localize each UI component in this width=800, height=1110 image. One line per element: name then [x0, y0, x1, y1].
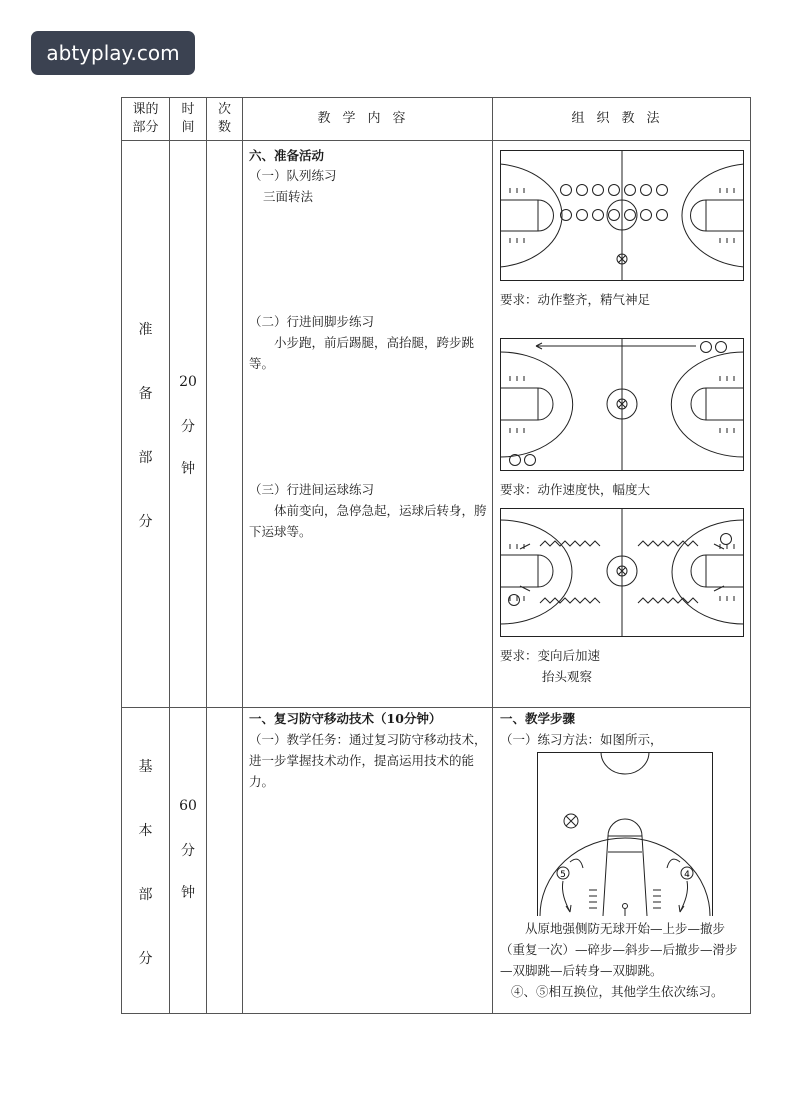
prep-content-cell — [243, 141, 493, 708]
header-part: 课的 部分 — [122, 98, 170, 141]
prep-requirement-2: 要求：动作速度快，幅度大 — [500, 482, 651, 497]
basic-row — [122, 708, 751, 1014]
basic-time-cell — [170, 708, 207, 1014]
prep-requirement-1: 要求：动作整齐，精气神足 — [500, 292, 651, 307]
header-method: 组织教法 — [493, 98, 751, 141]
basic-part-cell — [122, 708, 170, 1014]
court-diagram-dribble — [500, 508, 744, 637]
header-time: 时 间 — [170, 98, 207, 141]
prep-part-char: 备 — [138, 386, 153, 402]
marker-right-label: 4 — [684, 870, 690, 880]
header-row — [122, 98, 751, 141]
prep-title: 六、准备活动 — [249, 148, 325, 163]
basic-steps-title: 一、教学步骤 — [500, 711, 576, 726]
basic-method-body: 从原地强侧防无球开始—上步—撤步（重复一次）—碎步—斜步—后撤步—滑步—双脚跳—后转身—双脚跳。 — [500, 921, 738, 978]
basic-count-cell — [207, 708, 243, 1014]
marker-left-label: 5 — [560, 870, 566, 880]
prep-row — [122, 141, 751, 708]
prep-part-char: 部 — [138, 450, 153, 466]
half-court-diagram — [537, 752, 713, 916]
prep-s3-title: （三）行进间运球练习 — [249, 482, 375, 497]
prep-time-cell — [170, 141, 207, 708]
basic-task: （一）教学任务：通过复习防守移动技术，进一步掌握技术动作，提高运用技术的能力。 — [249, 732, 487, 789]
prep-count-cell — [207, 141, 243, 708]
prep-time-unit: 钟 — [181, 461, 195, 477]
basic-title: 一、复习防守移动技术（10分钟） — [249, 711, 442, 726]
basic-part-char: 分 — [138, 951, 153, 967]
prep-part-cell — [122, 141, 170, 708]
basic-method-cell — [493, 708, 751, 1014]
header-content: 教学内容 — [243, 98, 493, 141]
watermark-logo: abtyplay.com — [31, 31, 195, 75]
basic-part-char: 基 — [138, 759, 153, 775]
prep-s1-title: （一）队列练习 — [249, 168, 337, 183]
prep-requirement-3: 要求：变向后加速 — [500, 648, 601, 663]
basic-part-char: 本 — [138, 823, 153, 839]
lesson-plan-table — [121, 97, 751, 1014]
court-diagram-footwork — [500, 338, 744, 471]
prep-s3-body: 体前变向，急停急起，运球后转身，胯下运球等。 — [249, 503, 487, 539]
court-diagram-formation — [500, 150, 744, 281]
header-count: 次 数 — [207, 98, 243, 141]
basic-content-cell — [243, 708, 493, 1014]
prep-time-value: 20 — [179, 374, 197, 390]
basic-time-unit: 钟 — [181, 885, 195, 901]
basic-part-char: 部 — [138, 887, 153, 903]
basic-swap-note: ④、⑤相互换位，其他学生依次练习。 — [511, 984, 724, 999]
basic-time-unit: 分 — [181, 843, 195, 859]
prep-time-unit: 分 — [181, 419, 195, 435]
basic-method-title: （一）练习方法：如图所示， — [500, 732, 663, 747]
prep-part-char: 分 — [138, 514, 153, 530]
prep-s2-title: （二）行进间脚步练习 — [249, 314, 375, 329]
prep-s2-body: 小步跑，前后踢腿，高抬腿，跨步跳等。 — [249, 335, 475, 371]
prep-requirement-3b: 抬头观察 — [542, 669, 593, 684]
basic-time-value: 60 — [179, 798, 197, 814]
prep-part-char: 准 — [138, 322, 153, 338]
prep-method-cell — [493, 141, 751, 708]
prep-s1-body: 三面转法 — [263, 189, 314, 204]
